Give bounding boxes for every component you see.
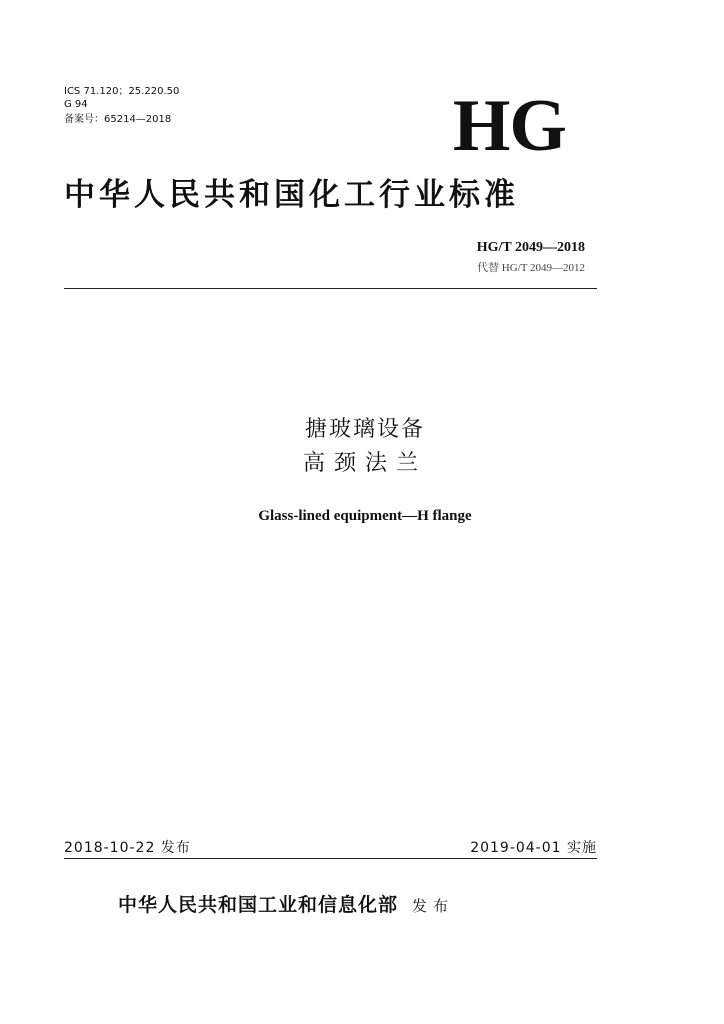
standard-number xyxy=(477,238,585,256)
issuer-verb: 发布 xyxy=(412,897,455,915)
standard-type-title: 中华人民共和国化工行业标准 xyxy=(64,177,519,213)
issuer-name: 中华人民共和国工业和信息化部 xyxy=(118,894,399,916)
bottom-divider xyxy=(64,858,597,859)
replaces-standard: 代替 HG/T 2049—2012 xyxy=(477,262,585,274)
filing-number: 备案号：65214—2018 xyxy=(64,114,172,125)
standard-number-text: HG/T 2049—2018 xyxy=(476,240,585,255)
issue-date: 2018-10-22 发布 xyxy=(64,840,191,856)
ccs-code: G 94 xyxy=(64,99,88,110)
issuing-authority xyxy=(118,890,454,917)
title-en: Glass-lined equipment—H flange xyxy=(258,508,472,524)
title-cn-line1: 搪玻璃设备 xyxy=(304,417,425,442)
effective-date: 2019-04-01 实施 xyxy=(470,840,597,856)
title-cn-line2: 高颈法兰 xyxy=(302,451,427,476)
ics-code: ICS 71.120；25.220.50 xyxy=(64,86,180,97)
top-divider xyxy=(64,288,597,289)
hg-logo: HG xyxy=(452,85,566,167)
